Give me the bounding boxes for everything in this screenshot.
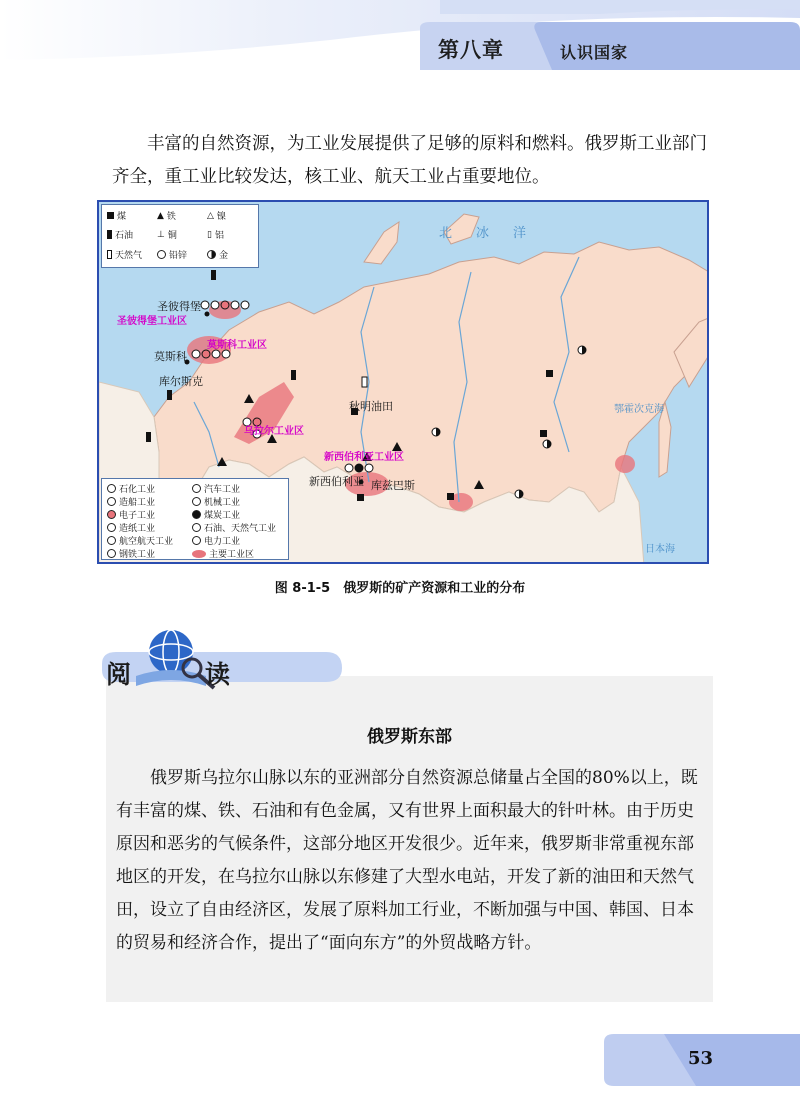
label-moscow: 莫斯科	[154, 350, 187, 363]
resource-legend	[101, 204, 259, 268]
legend-copper: ⊥ 铜	[157, 229, 177, 241]
header-band	[0, 0, 800, 90]
coal-industry-icon	[192, 510, 201, 519]
oil-symbol	[211, 270, 216, 280]
legend-oil: 石油	[107, 228, 133, 241]
city-dot-st-petersburg	[205, 312, 210, 317]
industry-legend	[101, 478, 289, 560]
industrial-area-far-east	[615, 455, 635, 473]
iron-icon: ▲	[157, 210, 164, 221]
oil-symbol	[167, 390, 172, 400]
reading-title: 俄罗斯东部	[367, 727, 452, 747]
coal-icon	[107, 212, 114, 219]
legend-main-area: 主要工业区	[192, 547, 254, 560]
coal-symbol	[546, 370, 553, 377]
industry-symbol	[211, 301, 219, 309]
machinery-icon	[192, 497, 201, 506]
intro-paragraph: 丰富的自然资源，为工业发展提供了足够的原料和燃料。俄罗斯工业部门齐全，重工业比较发达，核工业、航天工业占重要地位。	[112, 134, 707, 187]
industry-symbol	[355, 464, 363, 472]
industry-symbol	[221, 301, 229, 309]
oil-icon	[107, 230, 112, 239]
nickel-icon: △	[207, 210, 214, 221]
legend-coal-industry: 煤炭工业	[192, 508, 240, 521]
power-icon	[192, 536, 201, 545]
copper-icon: ⊥	[157, 229, 165, 240]
globe-icon	[149, 630, 193, 674]
label-st-petersburg: 圣彼得堡	[157, 300, 201, 313]
legend-machinery: 机械工业	[192, 495, 240, 508]
legend-natural-gas: 天然气	[107, 248, 142, 261]
label-kursk: 库尔斯克	[159, 375, 203, 388]
legend-aerospace: 航空航天工业	[107, 534, 173, 547]
label-arctic-ocean: 北冰洋	[439, 226, 551, 241]
aluminum-icon: ▯	[207, 229, 212, 240]
label-moscow-area: 莫斯科工业区	[207, 340, 267, 351]
industry-symbol	[212, 350, 220, 358]
legend-shipbuilding: 造船工业	[107, 495, 155, 508]
industry-symbol	[345, 464, 353, 472]
oil-symbol	[146, 432, 151, 442]
label-st-petersburg-area: 圣彼得堡工业区	[117, 316, 187, 327]
legend-aluminum: ▯ 铝	[207, 229, 224, 241]
industry-symbol	[365, 464, 373, 472]
russia-resource-map	[97, 200, 709, 564]
steel-icon	[107, 549, 116, 558]
reading-badge-char-1: 阅	[106, 660, 132, 689]
industry-symbol	[231, 301, 239, 309]
industry-symbol	[202, 350, 210, 358]
legend-lead-zinc: 铅锌	[157, 248, 187, 261]
automobile-icon	[192, 484, 201, 493]
legend-electronics: 电子工业	[107, 508, 155, 521]
reading-badge-char-2: 读	[205, 660, 231, 689]
legend-steel: 钢铁工业	[107, 547, 155, 560]
label-okhotsk-sea: 鄂霍次克海	[614, 404, 664, 415]
legend-iron: ▲ 铁	[157, 210, 176, 222]
smelting-icon	[107, 523, 116, 532]
page-number: 53	[688, 1048, 714, 1069]
chapter-label: 第八章	[438, 38, 504, 62]
oil-gas-icon	[192, 523, 201, 532]
oil-symbol	[362, 377, 367, 387]
label-kuzbass: 库兹巴斯	[371, 479, 415, 492]
legend-smelting: 造纸工业	[107, 521, 155, 534]
industry-symbol	[201, 301, 209, 309]
label-japan-sea: 日本海	[645, 544, 675, 555]
legend-power: 电力工业	[192, 534, 240, 547]
aerospace-icon	[107, 536, 116, 545]
industry-symbol	[241, 301, 249, 309]
industry-symbol	[192, 350, 200, 358]
gold-icon	[207, 250, 216, 259]
coal-symbol	[447, 493, 454, 500]
legend-nickel: △ 镍	[207, 210, 226, 222]
figure-caption: 图 8-1-5 俄罗斯的矿产资源和工业的分布	[274, 581, 526, 596]
electronics-icon	[107, 510, 116, 519]
legend-gold: 金	[207, 248, 228, 261]
legend-coal: 煤	[107, 209, 126, 222]
petrochemical-icon	[107, 484, 116, 493]
reading-paragraph: 俄罗斯乌拉尔山脉以东的亚洲部分自然资源总储量占全国的80%以上，既有丰富的煤、铁、石油和有色金属，又有世界上面积最大的针叶林。由于历史原因和恶劣的气候条件，这部分地区开发很少。近年来，俄罗斯非常重视东部地区的开发，在乌拉尔山脉以东修建了大型水电站，开发了新的油田和天然气田，设立了自由经济区，发展了原料加工行业，不断加强与中国、韩国、日本的贸易和经济合作，提出了“面向东方”的外贸战略方针。	[116, 768, 698, 953]
coal-symbol	[540, 430, 547, 437]
shipbuilding-icon	[107, 497, 116, 506]
chapter-title: 认识国家	[560, 43, 629, 62]
label-ural-area: 乌拉尔工业区	[244, 426, 304, 437]
industry-symbol	[222, 350, 230, 358]
label-novosibirsk-area: 新西伯利亚工业区	[324, 452, 404, 463]
label-novosibirsk: 新西伯利亚	[309, 475, 364, 488]
label-tyumen: 秋明油田	[349, 400, 393, 413]
industrial-area-icon	[192, 550, 206, 558]
legend-petrochemical: 石化工业	[107, 482, 155, 495]
legend-oil-gas: 石油、天然气工业	[192, 521, 276, 534]
lead-zinc-icon	[157, 250, 166, 259]
natural-gas-icon	[107, 250, 112, 259]
coal-symbol	[357, 494, 364, 501]
legend-automobile: 汽车工业	[192, 482, 240, 495]
oil-symbol	[291, 370, 296, 380]
